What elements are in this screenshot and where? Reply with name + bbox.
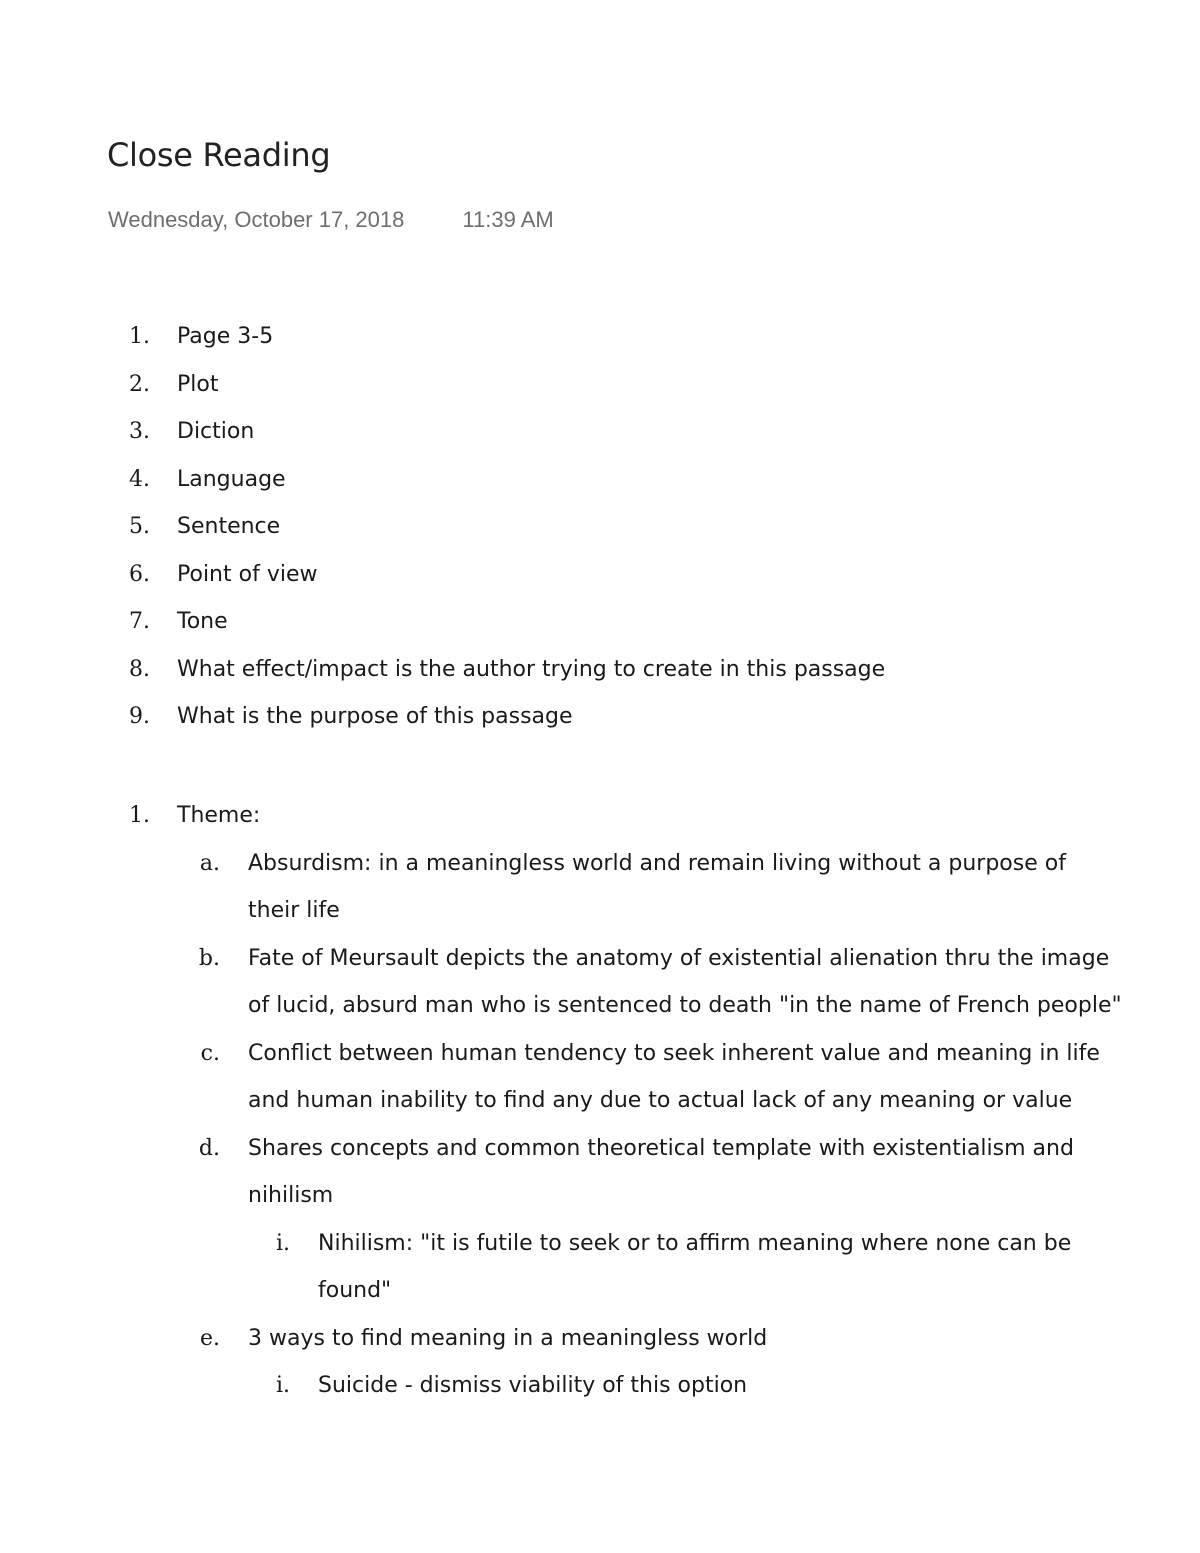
- list-number: 8.: [129, 656, 150, 682]
- list-letter: d.: [198, 1135, 220, 1161]
- list-item-text: Conflict between human tendency to seek inherent value and meaning in life and human inability to find any due to actual lack of any meaning or value: [248, 1040, 1100, 1113]
- list-item-text: What is the purpose of this passage: [177, 704, 573, 729]
- list-item-text: Absurdism: in a meaningless world and remain living without a purpose of their life: [248, 850, 1066, 923]
- list-item-text: Suicide - dismiss viability of this option: [318, 1373, 748, 1398]
- list-item: [0, 598, 885, 646]
- list-item: [0, 551, 885, 599]
- list-item-text: 3 ways to find meaning in a meaningless world: [248, 1325, 768, 1351]
- list-item: [0, 408, 885, 456]
- list-letter: c.: [200, 1040, 220, 1066]
- note-time: 11:39 AM: [462, 207, 554, 232]
- list-item-text: Theme:: [177, 803, 261, 828]
- list-number: 1.: [129, 324, 150, 349]
- list-item: [0, 693, 885, 741]
- list-item-text: Page 3-5: [177, 324, 274, 349]
- theme-heading: [0, 792, 1123, 840]
- analysis-checklist: [0, 313, 885, 741]
- list-item-text: Shares concepts and common theoretical template with existentialism and nihilism: [248, 1135, 1074, 1208]
- list-item-text: Plot: [177, 371, 219, 397]
- list-item-text: Sentence: [177, 514, 281, 539]
- list-item-text: Diction: [177, 419, 255, 444]
- list-item: [0, 1030, 1123, 1125]
- list-letter: a.: [199, 850, 220, 876]
- page-title: Close Reading: [107, 136, 331, 174]
- list-item-text: Point of view: [177, 561, 318, 587]
- list-roman: i.: [275, 1373, 290, 1398]
- sub-list-item: [0, 1362, 1123, 1410]
- list-letter: b.: [198, 945, 220, 971]
- list-number: 7.: [129, 609, 150, 634]
- list-number: 6.: [129, 561, 150, 587]
- list-item-text: What effect/impact is the author trying to create in this passage: [177, 656, 886, 682]
- list-item-text: Fate of Meursault depicts the anatomy of existential alienation thru the image of lucid, absurd man who is sentenced to death "in the name of French people": [248, 945, 1122, 1018]
- note-timestamp: [108, 207, 554, 233]
- list-number: 4.: [129, 466, 150, 492]
- list-number: 5.: [129, 514, 150, 539]
- list-item: [0, 503, 885, 551]
- list-item-text: Tone: [177, 609, 228, 634]
- list-item: [0, 313, 885, 361]
- list-roman: i.: [275, 1230, 290, 1256]
- list-item-text: Language: [177, 466, 286, 492]
- list-item: [0, 840, 1123, 935]
- list-item: [0, 456, 885, 504]
- list-item: [0, 1125, 1123, 1220]
- list-item: [0, 935, 1123, 1030]
- list-number: 1.: [129, 803, 150, 828]
- theme-outline: [0, 792, 1123, 1410]
- sub-list-item: [0, 1220, 1123, 1315]
- list-number: 3.: [129, 419, 150, 444]
- note-date: Wednesday, October 17, 2018: [108, 207, 405, 232]
- list-letter: e.: [199, 1325, 220, 1351]
- list-number: 2.: [129, 371, 150, 397]
- list-number: 9.: [129, 704, 150, 729]
- list-item: [0, 646, 885, 694]
- list-item-text: Nihilism: "it is futile to seek or to affirm meaning where none can be found": [318, 1230, 1072, 1303]
- list-item: [0, 1315, 1123, 1363]
- list-item: [0, 361, 885, 409]
